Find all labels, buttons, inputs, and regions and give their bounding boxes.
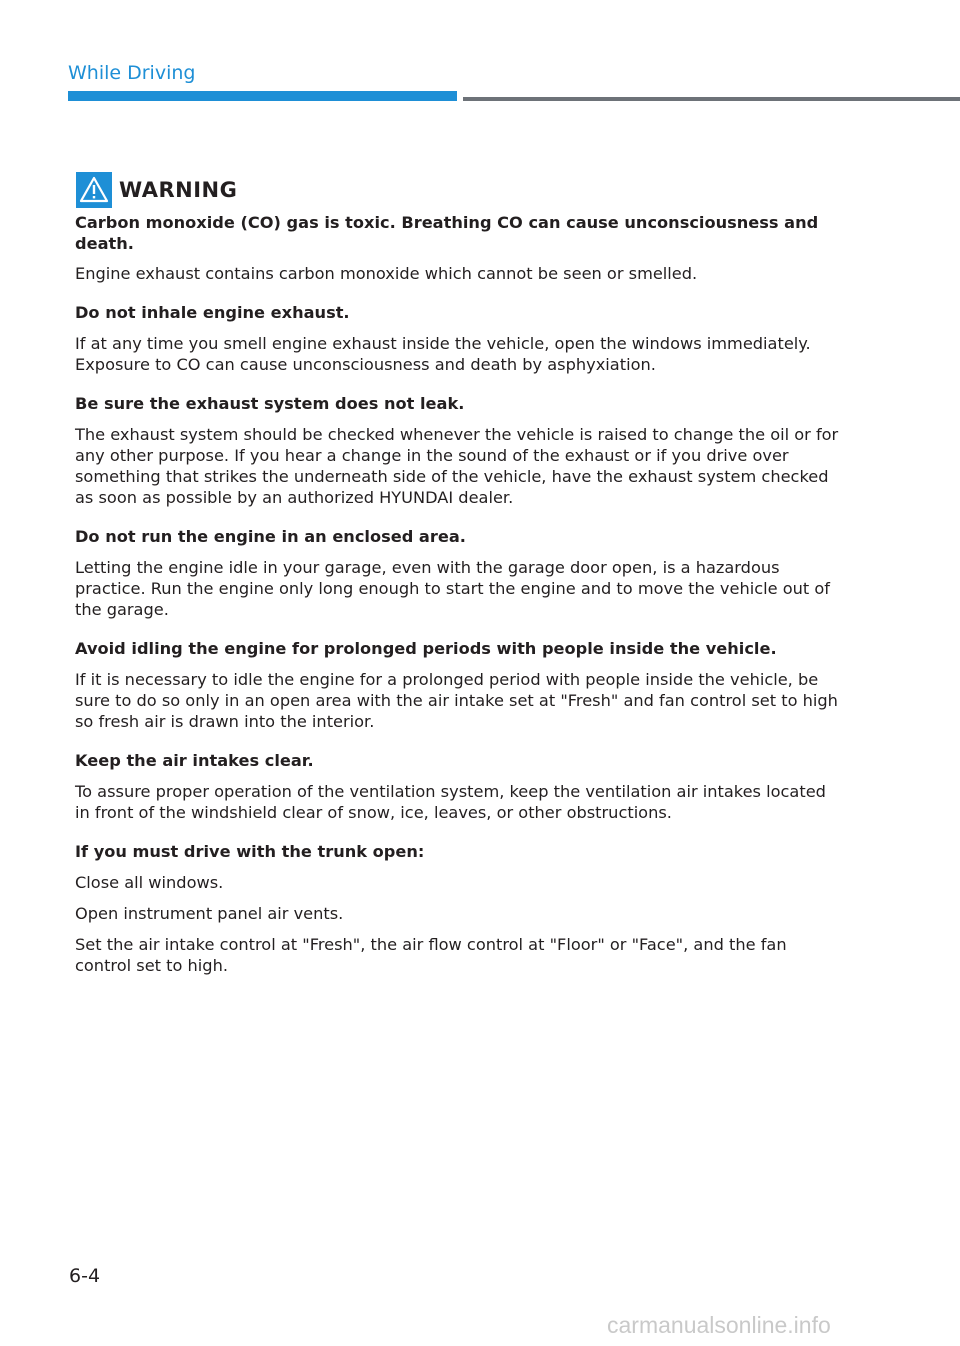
- section-header-title: While Driving: [68, 62, 196, 84]
- header-gray-rule: [463, 97, 960, 101]
- section-heading: Be sure the exhaust system does not leak.: [75, 394, 465, 413]
- trunk-item: Set the air intake control at "Fresh", the air flow control at "Floor" or "Face", and the fan control set to high.: [75, 935, 787, 975]
- page-number: 6-4: [69, 1265, 101, 1287]
- trunk-heading: If you must drive with the trunk open:: [75, 842, 425, 861]
- section-heading: Keep the air intakes clear.: [75, 751, 314, 770]
- warning-intro: Engine exhaust contains carbon monoxide which cannot be seen or smelled.: [75, 264, 698, 283]
- section-heading: Avoid idling the engine for prolonged periods with people inside the vehicle.: [75, 639, 777, 658]
- section-heading: Do not inhale engine exhaust.: [75, 303, 350, 322]
- section-body: To assure proper operation of the ventilation system, keep the ventilation air intakes located in front of the windshield clear of snow, ice, leaves, or other obstructions.: [75, 782, 826, 822]
- header-blue-rule: [68, 91, 457, 101]
- warning-heading: [76, 172, 237, 208]
- section-body: The exhaust system should be checked whenever the vehicle is raised to change the oil or for any other purpose. If you hear a change in the sound of the exhaust or if you drive over something that strikes the underneath side of the vehicle, have the exhaust system checked as soon as possible by an authorized HYUNDAI dealer.: [75, 425, 839, 507]
- section-heading: Do not run the engine in an enclosed area.: [75, 527, 466, 546]
- warning-content: [75, 212, 845, 976]
- trunk-item: Close all windows.: [75, 873, 224, 892]
- section-body: Letting the engine idle in your garage, even with the garage door open, is a hazardous practice. Run the engine only long enough to start the engine and to move the vehicle out of the garage.: [75, 558, 830, 619]
- section-body: If it is necessary to idle the engine for a prolonged period with people inside the vehicle, be sure to do so only in an open area with the air intake set at "Fresh" and fan control set to high so fresh air is drawn into the interior.: [75, 670, 838, 731]
- section-body: If at any time you smell engine exhaust inside the vehicle, open the windows immediately. Exposure to CO can cause unconsciousness and death by asphyxiation.: [75, 334, 811, 374]
- watermark: carmanualsonline.info: [607, 1312, 831, 1338]
- warning-lead: Carbon monoxide (CO) gas is toxic. Breathing CO can cause unconsciousness and death.: [75, 213, 819, 253]
- warning-label: WARNING: [119, 178, 238, 202]
- warning-triangle-icon: [76, 172, 112, 208]
- trunk-item: Open instrument panel air vents.: [75, 904, 344, 923]
